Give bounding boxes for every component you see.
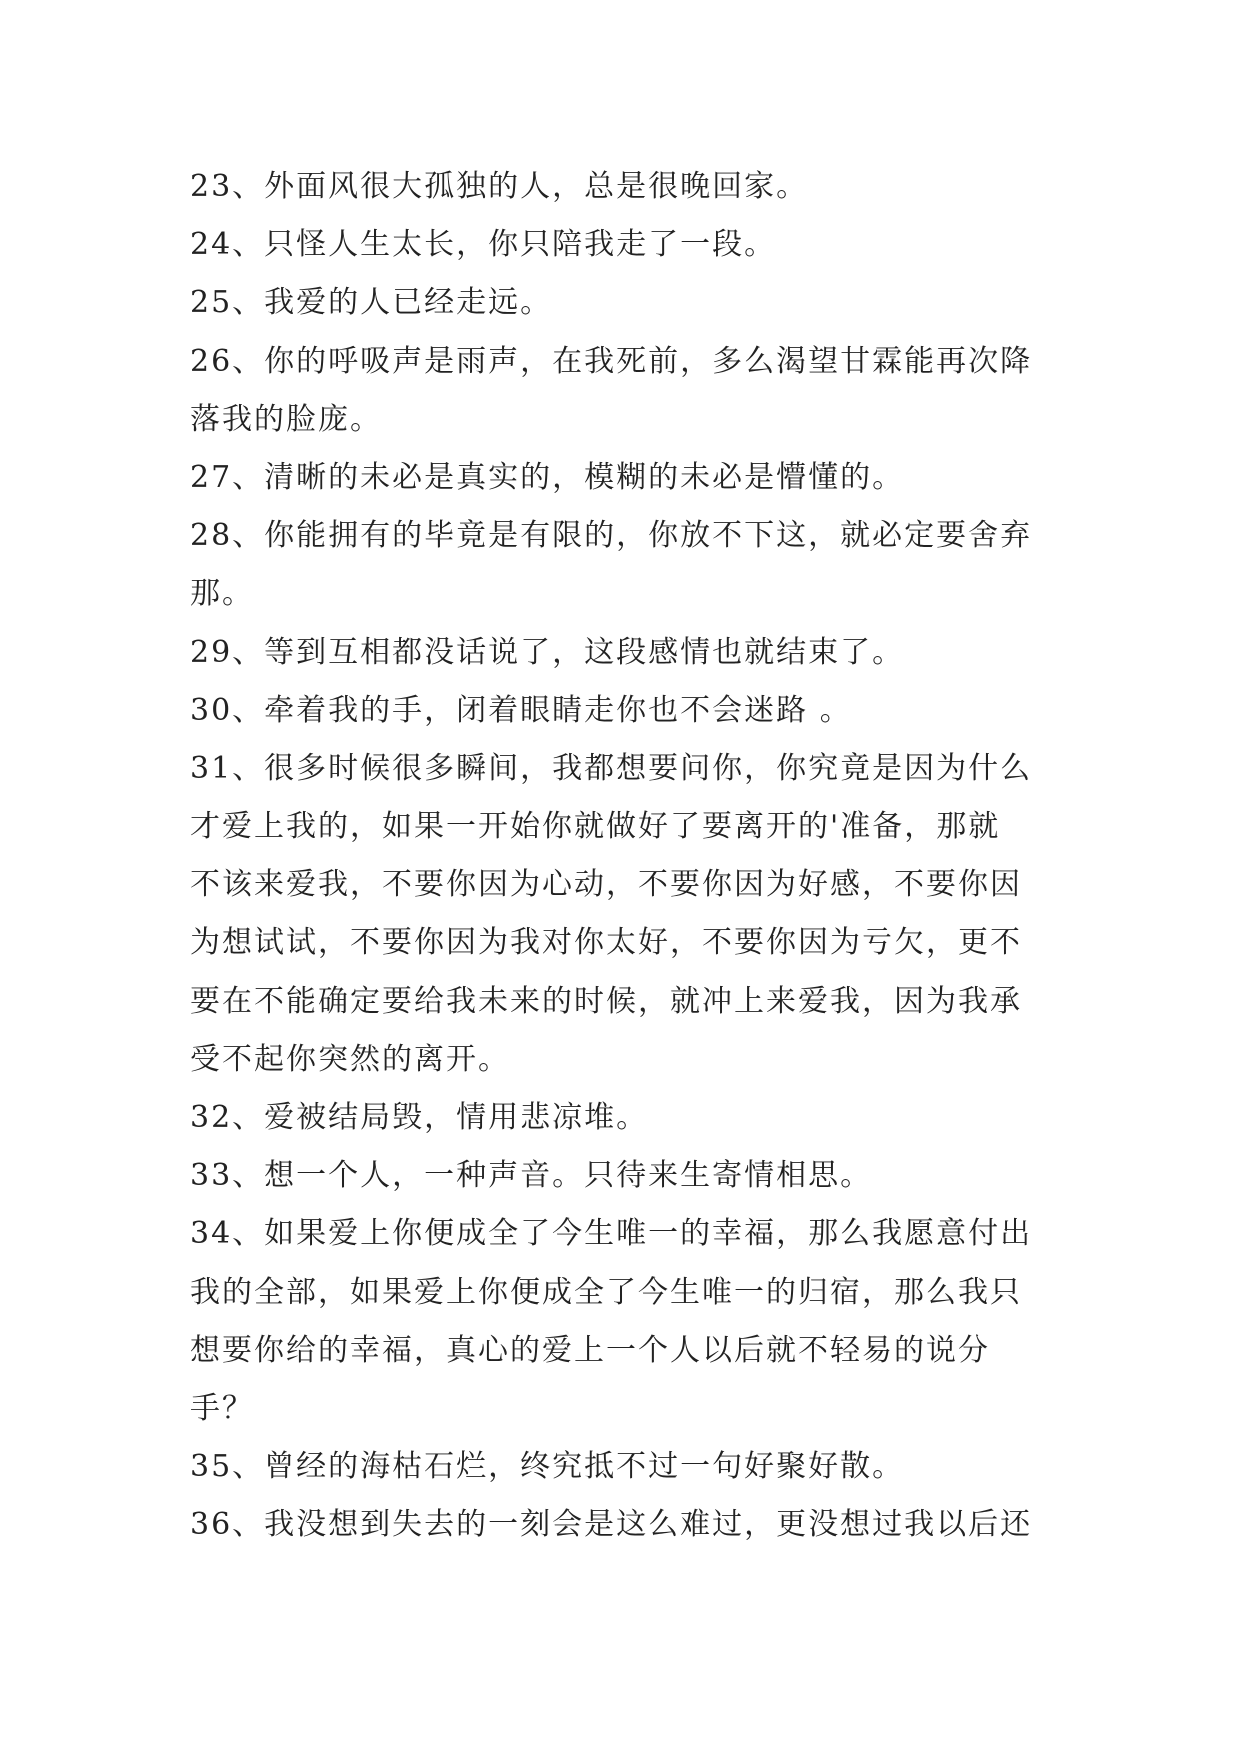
text-line: 受不起你突然的离开。 (190, 1041, 510, 1077)
text-line: 25、我爱的人已经走远。 (190, 285, 553, 321)
text-line: 为想试试，不要你因为我对你太好，不要你因为亏欠，更不 (190, 925, 1022, 961)
text-line: 27、清晰的未必是真实的，模糊的未必是懵懂的。 (190, 459, 905, 495)
text-line: 23、外面风很大孤独的人，总是很晚回家。 (190, 169, 809, 204)
document-body (190, 158, 1058, 1555)
text-line: 31、很多时候很多瞬间，我都想要问你，你究竟是因为什么 (190, 750, 1033, 786)
text-line: 36、我没想到失去的一刻会是这么难过，更没想过我以后还 (190, 1507, 1033, 1543)
text-line: 32、爱被结局毁，情用悲凉堆。 (190, 1100, 649, 1135)
text-line: 24、只怪人生太长，你只陪我走了一段。 (190, 227, 777, 263)
text-line: 28、你能拥有的毕竟是有限的，你放不下这，就必定要舍弃 (190, 518, 1033, 554)
text-line: 才爱上我的，如果一开始你就做好了要离开的'准备，那就 (190, 809, 1001, 845)
text-line: 要在不能确定要给我未来的时候，就冲上来爱我，因为我承 (190, 983, 1022, 1019)
text-line: 手？ (190, 1390, 254, 1426)
text-line: 想要你给的幸福，真心的爱上一个人以后就不轻易的说分 (190, 1332, 990, 1368)
text-line: 30、牵着我的手，闭着眼睛走你也不会迷路 。 (190, 692, 852, 728)
text-line: 不该来爱我，不要你因为心动，不要你因为好感，不要你因 (190, 867, 1022, 903)
text-line: 落我的脸庞。 (190, 401, 382, 437)
text-line: 我的全部，如果爱上你便成全了今生唯一的归宿，那么我只 (190, 1274, 1022, 1310)
text-line: 26、你的呼吸声是雨声，在我死前，多么渴望甘霖能再次降 (190, 343, 1033, 379)
text-line: 33、想一个人，一种声音。只待来生寄情相思。 (190, 1158, 873, 1194)
text-line: 35、曾经的海枯石烂，终究抵不过一句好聚好散。 (190, 1449, 905, 1485)
text-line: 34、如果爱上你便成全了今生唯一的幸福，那么我愿意付出 (190, 1216, 1033, 1252)
text-line: 那。 (190, 576, 254, 612)
text-line: 29、等到互相都没话说了，这段感情也就结束了。 (190, 634, 905, 670)
